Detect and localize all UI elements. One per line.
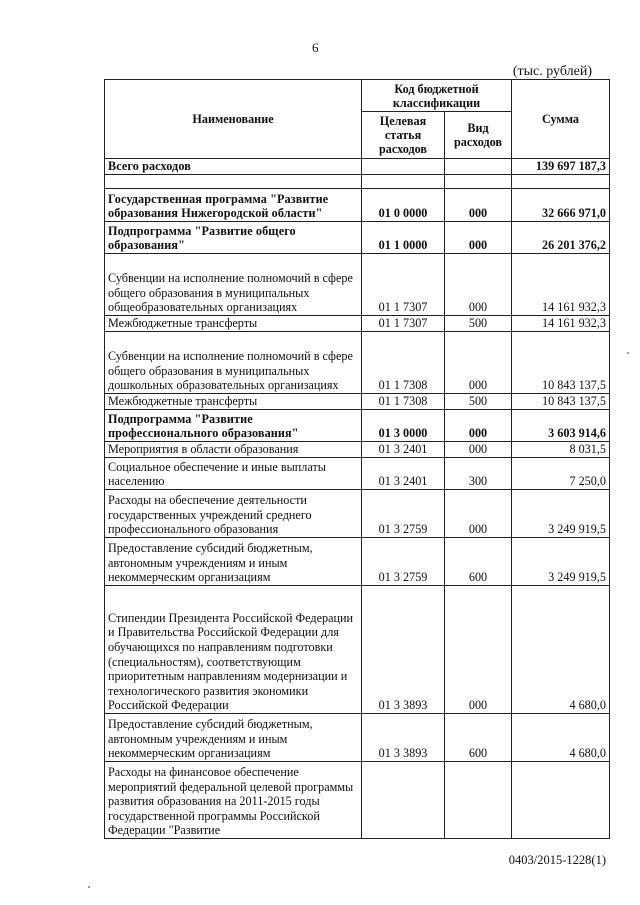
cell-name: Государственная программа "Развитие образования Нижегородской области" (105, 189, 362, 222)
cell-target-article: 01 0 0000 (362, 189, 445, 222)
cell-expense-type: 000 (445, 442, 512, 458)
scan-speck (627, 352, 629, 354)
header-name: Наименование (105, 80, 362, 159)
cell-target-article: 01 3 2759 (362, 538, 445, 586)
cell-target-article: 01 3 2401 (362, 458, 445, 490)
table-row (105, 714, 610, 762)
cell-expense-type: 500 (445, 316, 512, 332)
cell-name: Подпрограмма "Развитие общего образования" (105, 222, 362, 254)
cell-sum (512, 762, 610, 839)
cell-name: Мероприятия в области образования (105, 442, 362, 458)
cell-sum: 7 250,0 (512, 458, 610, 490)
cell-expense-type (445, 762, 512, 839)
cell-expense-type (445, 175, 512, 189)
cell-expense-type (445, 159, 512, 175)
cell-sum: 26 201 376,2 (512, 222, 610, 254)
cell-target-article: 01 3 2759 (362, 490, 445, 538)
header-sum: Сумма (512, 80, 610, 159)
table-row (105, 458, 610, 490)
table-row (105, 586, 610, 714)
header-classification: Код бюджетной классификации (362, 80, 512, 112)
table-row (105, 189, 610, 222)
cell-sum: 32 666 971,0 (512, 189, 610, 222)
table-row (105, 442, 610, 458)
cell-name: Предоставление субсидий бюджетным, автономным учреждениям и иным некоммерческим организациям (105, 714, 362, 762)
cell-target-article: 01 1 7308 (362, 332, 445, 394)
cell-sum: 4 680,0 (512, 586, 610, 714)
table-row (105, 762, 610, 839)
cell-name (105, 175, 362, 189)
cell-target-article (362, 762, 445, 839)
cell-sum: 14 161 932,3 (512, 316, 610, 332)
document-code: 0403/2015-1228(1) (508, 853, 606, 867)
cell-expense-type: 000 (445, 410, 512, 442)
cell-sum: 10 843 137,5 (512, 394, 610, 410)
cell-target-article: 01 1 7308 (362, 394, 445, 410)
cell-target-article: 01 3 3893 (362, 714, 445, 762)
cell-target-article: 01 1 7307 (362, 316, 445, 332)
cell-expense-type: 500 (445, 394, 512, 410)
cell-expense-type: 300 (445, 458, 512, 490)
cell-sum: 3 603 914,6 (512, 410, 610, 442)
cell-expense-type: 000 (445, 222, 512, 254)
header-expense-type: Вид расходов (445, 112, 512, 159)
table-row (105, 394, 610, 410)
table-header (105, 80, 610, 159)
cell-target-article: 01 3 0000 (362, 410, 445, 442)
cell-expense-type: 000 (445, 490, 512, 538)
cell-name: Межбюджетные трансферты (105, 316, 362, 332)
table-row (105, 490, 610, 538)
table-row (105, 538, 610, 586)
cell-target-article: 01 1 0000 (362, 222, 445, 254)
cell-sum: 139 697 187,3 (512, 159, 610, 175)
scan-speck (88, 886, 90, 888)
cell-target-article: 01 3 3893 (362, 586, 445, 714)
cell-sum: 10 843 137,5 (512, 332, 610, 394)
cell-target-article (362, 175, 445, 189)
cell-name: Всего расходов (105, 159, 362, 175)
cell-expense-type: 000 (445, 254, 512, 316)
cell-target-article: 01 1 7307 (362, 254, 445, 316)
table-row (105, 410, 610, 442)
table-row (105, 222, 610, 254)
cell-name: Расходы на обеспечение деятельности государственных учреждений среднего профессионального образования (105, 490, 362, 538)
cell-expense-type: 000 (445, 586, 512, 714)
cell-sum (512, 175, 610, 189)
cell-expense-type: 600 (445, 714, 512, 762)
table-row (105, 159, 610, 175)
table-body (105, 159, 610, 839)
cell-name: Расходы на финансовое обеспечение мероприятий федеральной целевой программы развития образования на 2011-2015 годы государственной программы Российской Федерации "Развитие (105, 762, 362, 839)
cell-name: Предоставление субсидий бюджетным, автономным учреждениям и иным некоммерческим организациям (105, 538, 362, 586)
cell-sum: 3 249 919,5 (512, 490, 610, 538)
units-label: (тыс. рублей) (512, 64, 592, 79)
cell-target-article (362, 159, 445, 175)
cell-sum: 3 249 919,5 (512, 538, 610, 586)
table-row (105, 254, 610, 316)
cell-name: Социальное обеспечение и иные выплаты населению (105, 458, 362, 490)
cell-sum: 8 031,5 (512, 442, 610, 458)
budget-table (104, 79, 610, 839)
cell-name: Подпрограмма "Развитие профессионального образования" (105, 410, 362, 442)
cell-target-article: 01 3 2401 (362, 442, 445, 458)
table-row (105, 332, 610, 394)
table-row (105, 316, 610, 332)
cell-expense-type: 000 (445, 332, 512, 394)
header-target-article: Целевая статья расходов (362, 112, 445, 159)
cell-name: Субвенции на исполнение полномочий в сфере общего образования в муниципальных дошкольных образовательных организациях (105, 332, 362, 394)
cell-expense-type: 600 (445, 538, 512, 586)
cell-sum: 14 161 932,3 (512, 254, 610, 316)
cell-name: Субвенции на исполнение полномочий в сфере общего образования в муниципальных общеобразовательных организациях (105, 254, 362, 316)
cell-name: Стипендии Президента Российской Федерации и Правительства Российской Федерации для обучающихся по направлениям подготовки (специальностям), соответствующим приоритетным направлениям модернизации и технологического развития экономики Российской Федерации (105, 586, 362, 714)
cell-expense-type: 000 (445, 189, 512, 222)
cell-name: Межбюджетные трансферты (105, 394, 362, 410)
table-row (105, 175, 610, 189)
page-number: 6 (312, 40, 319, 55)
cell-sum: 4 680,0 (512, 714, 610, 762)
